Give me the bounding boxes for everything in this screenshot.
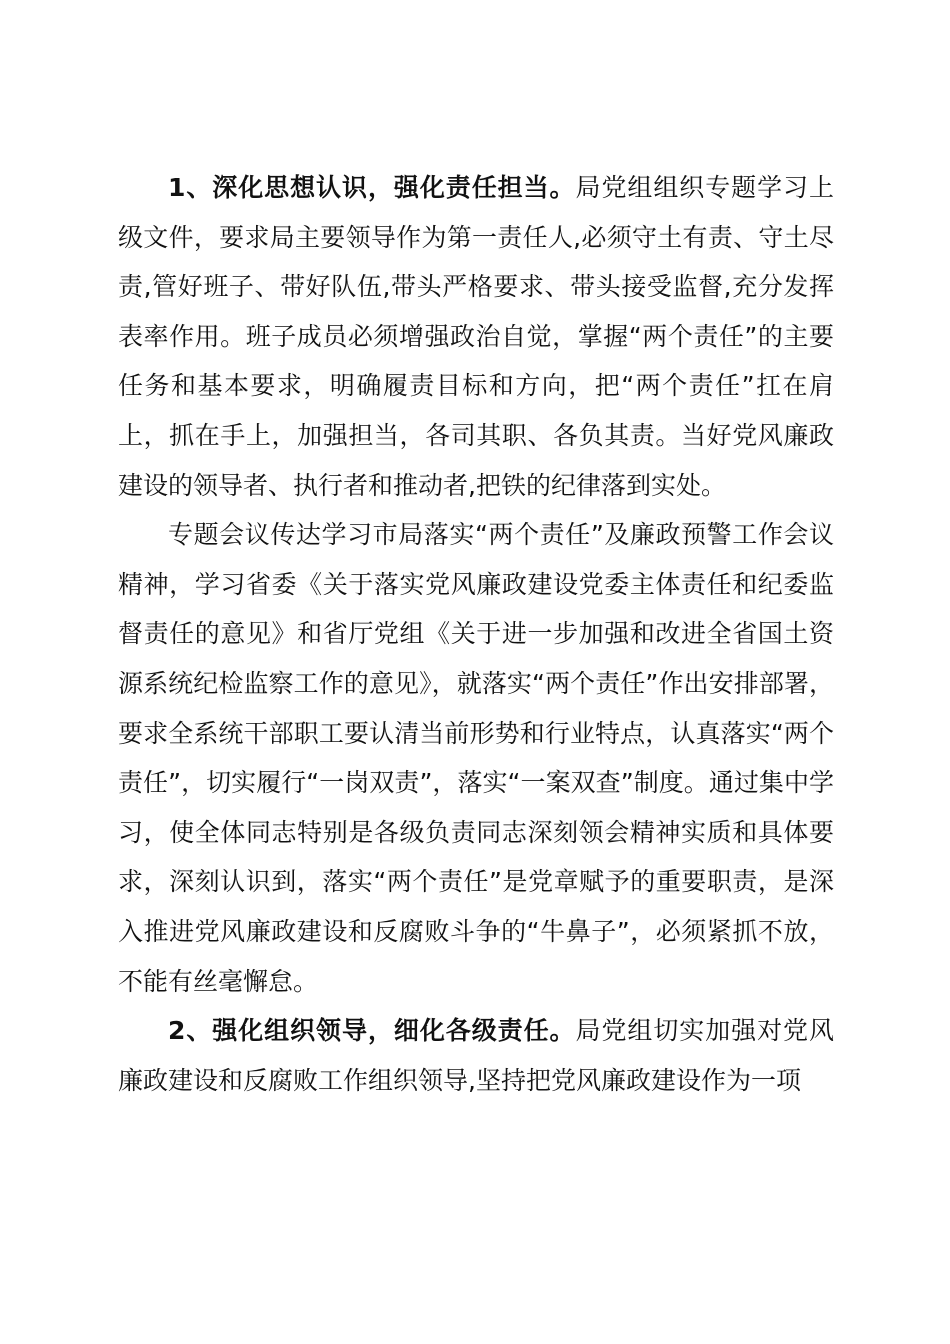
paragraph-2 [118, 510, 834, 1006]
paragraph-3 [118, 1006, 834, 1105]
document-body [118, 163, 834, 1105]
paragraph-3-heading: 2、强化组织领导，细化各级责任。 [168, 1016, 576, 1046]
paragraph-1-heading: 1、深化思想认识，强化责任担当。 [168, 173, 576, 202]
paragraph-2-text: 专题会议传达学习市局落实“两个责任”及廉政预警工作会议精神，学习省委《关于落实党风廉政建设党委主体责任和纪委监督责任的意见》和省厅党组《关于进一步加强和改进全省国土资源系统纪检监察工作的意见》，就落实“两个责任”作出安排部署，要求全系统干部职工要认清当前形势和行业特点，认真落实“两个责任”，切实履行“一岗双责”，落实“一案双查”制度。通过集中学习，使全体同志特别是各级负责同志深刻领会精神实质和具体要求，深刻认识到，落实“两个责任”是党章赋予的重要职责，是深入推进党风廉政建设和反腐败斗争的“牛鼻子”，必须紧抓不放，不能有丝毫懈怠。 [118, 520, 834, 996]
paragraph-3-text: 局党组切实加强对党风廉政建设和反腐败工作组织领导,坚持把党风廉政建设作为一项 [118, 1016, 834, 1095]
paragraph-1 [118, 163, 834, 510]
paragraph-1-text: 局党组组织专题学习上级文件，要求局主要领导作为第一责任人,必须守土有责、守土尽责,管好班子、带好队伍,带头严格要求、带头接受监督,充分发挥表率作用。班子成员必须增强政治自觉，掌握“两个责任”的主要任务和基本要求，明确履责目标和方向，把“两个责任”扛在肩上，抓在手上，加强担当，各司其职、各负其责。当好党风廉政建设的领导者、执行者和推动者,把铁的纪律落到实处。 [118, 173, 834, 500]
